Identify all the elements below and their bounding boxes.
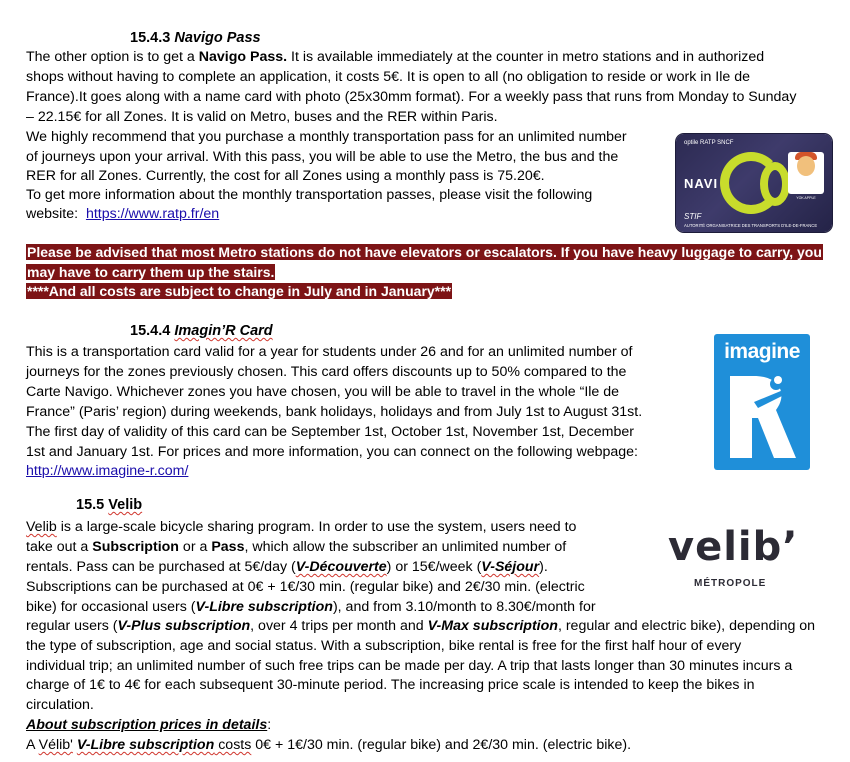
text-run: V-Séjour <box>481 559 540 575</box>
velib-heading-number: 15.5 <box>76 497 105 513</box>
text-run: ). <box>539 559 548 575</box>
text-run: take out a <box>26 539 93 555</box>
text-run: V-Plus subscription <box>117 618 251 634</box>
warning-line: ****And all costs are subject to change in July and in January*** <box>27 283 452 299</box>
text-line <box>26 598 596 618</box>
text-line: Carte Navigo. Whichever zones you have chosen, you will be able to travel in the whole “Ile de <box>26 384 620 400</box>
velib-logo-sub: MÉTROPOLE <box>694 578 767 589</box>
imagine-link[interactable]: http://www.imagine-r.com/ <box>26 463 189 479</box>
navigo-o-shape <box>760 162 790 206</box>
text-run: : <box>267 717 272 733</box>
warning-line: Please be advised that most Metro stations do not have elevators or escalators. If you have heavy luggage to carry, you <box>27 244 822 260</box>
text-run: Subscription <box>92 539 179 555</box>
text-line: journeys for the zones previously chosen. This card offers discounts up to 50% compared to the <box>26 364 627 380</box>
text-line <box>26 205 219 225</box>
warning-notice <box>26 243 823 302</box>
navigo-heading <box>130 30 261 46</box>
imagine-logo-word: imagine <box>724 340 800 363</box>
text-line <box>26 558 548 578</box>
velib-heading <box>76 497 142 513</box>
text-line: the type of subscription, age and social status. With a subscription, bike rental is free for the first half hour of every <box>26 638 742 654</box>
text-run: regular users ( <box>26 618 118 634</box>
imagine-r-logo <box>714 334 810 470</box>
text-run: The other option is to get a <box>26 49 199 65</box>
text-run: V-Libre subscription <box>76 737 215 753</box>
navigo-pass-bold: Navigo Pass. <box>198 49 288 65</box>
text-line: Subscriptions can be purchased at 0€ + 1€/30 min. (regular bike) and 2€/30 min. (electric <box>26 579 585 595</box>
text-run: is a large-scale bicycle sharing program. In order to use the system, users need to <box>56 519 577 535</box>
text-run: , over 4 trips per month and <box>250 618 428 634</box>
text-line <box>26 617 815 637</box>
text-run: , which allow the subscriber an unlimited number of <box>244 539 567 555</box>
velib-heading-title: Velib <box>108 497 143 513</box>
text-run: ), and from 3.10/month to 8.30€/month for <box>332 599 596 615</box>
text-run: rentals. Pass can be purchased at 5€/day ( <box>26 559 296 575</box>
text-line: France).It goes along with a name card with photo (25x30mm format). For a weekly pass that runs from Monday to Sunday <box>26 89 797 105</box>
text-line <box>26 736 631 756</box>
warning-line: may have to carry them up the stairs. <box>27 263 275 280</box>
navigo-wordmark-a: NAVI <box>684 176 719 191</box>
velib-metropole-logo <box>664 524 806 600</box>
text-line: The first day of validity of this card can be September 1st, October 1st, November 1st, December <box>26 424 634 440</box>
text-line: of journeys upon your arrival. With this pass, you will be able to use the Metro, the bus and the <box>26 149 619 165</box>
text-run: V-Découverte <box>295 559 387 575</box>
text-line: – 22.15€ for all Zones. It is valid on Metro, buses and the RER within Paris. <box>26 109 498 125</box>
imagine-heading-title: Imagin’R Card <box>174 323 273 339</box>
text-run: About subscription prices in details <box>26 717 268 733</box>
text-run: Vélib' <box>38 737 73 753</box>
text-line: We highly recommend that you purchase a monthly transportation pass for an unlimited number <box>26 129 627 145</box>
text-run: A <box>26 737 39 753</box>
text-line <box>26 462 188 482</box>
text-line: 1st and January 1st. For prices and more information, you can connect on the following webpage: <box>26 444 638 460</box>
velib-logo-word: velib’ <box>668 524 799 570</box>
navigo-card-operators: optile RATP SNCF <box>684 140 734 146</box>
navigo-card-image <box>676 134 832 232</box>
text-run: V-Max subscription <box>427 618 558 634</box>
text-run: bike) for occasional users ( <box>26 599 196 615</box>
stif-logo: STIF <box>684 212 702 221</box>
text-line: This is a transportation card valid for a year for students under 26 and for an unlimited number of <box>26 344 633 360</box>
text-run: website: <box>26 206 86 222</box>
text-line: individual trip; an unlimited number of such free trips can be made per day. A trip that lasts longer than 30 minutes incurs a <box>26 658 793 674</box>
text-run: V-Libre subscription <box>195 599 333 615</box>
text-line: shops without having to complete an application, it costs 5€. It is open to all (no obligation to reside or work in Ile de <box>26 69 750 85</box>
imagine-r-icon <box>724 372 800 464</box>
text-line <box>26 48 764 68</box>
text-line: charge of 1€ to 4€ for each subsequent 30-minute period. The increasing price scale is intended to keep the bikes in <box>26 677 755 693</box>
text-run: or a <box>178 539 212 555</box>
text-run: Velib <box>26 519 57 535</box>
navigo-card-wordmark <box>684 176 718 191</box>
navigo-photo-caption: YOK APPLE <box>796 196 816 200</box>
text-line: France” (Paris’ region) during weekends, bank holidays, holidays and from July 1st to August 31st. <box>26 404 643 420</box>
text-run: It is available immediately at the counter in metro stations and in authorized <box>287 49 765 65</box>
text-run: ) or 15€/week ( <box>386 559 482 575</box>
text-line <box>26 518 576 538</box>
text-line: circulation. <box>26 697 94 713</box>
imagine-heading <box>130 323 273 339</box>
navigo-card-authority: AUTORITÉ ORGANISATRICE DES TRANSPORTS D'ILE-DE-FRANCE <box>684 223 818 228</box>
text-run: costs <box>214 737 252 753</box>
text-run: Pass <box>211 539 245 555</box>
navigo-heading-number: 15.4.3 <box>130 30 171 46</box>
about-prices-heading <box>26 716 271 736</box>
text-line: To get more information about the monthly transportation passes, please visit the following <box>26 187 593 203</box>
navigo-photo-face <box>797 156 815 176</box>
text-run: 0€ + 1€/30 min. (regular bike) and 2€/30 min. (electric bike). <box>251 737 632 753</box>
text-line: RER for all Zones. Currently, the cost for all Zones using a monthly pass is 75.20€. <box>26 168 545 184</box>
text-line <box>26 538 566 558</box>
navigo-heading-title: Navigo Pass <box>174 30 261 46</box>
ratp-link[interactable]: https://www.ratp.fr/en <box>85 206 220 222</box>
imagine-heading-number: 15.4.4 <box>130 323 171 339</box>
text-run: , regular and electric bike), depending on <box>557 618 816 634</box>
